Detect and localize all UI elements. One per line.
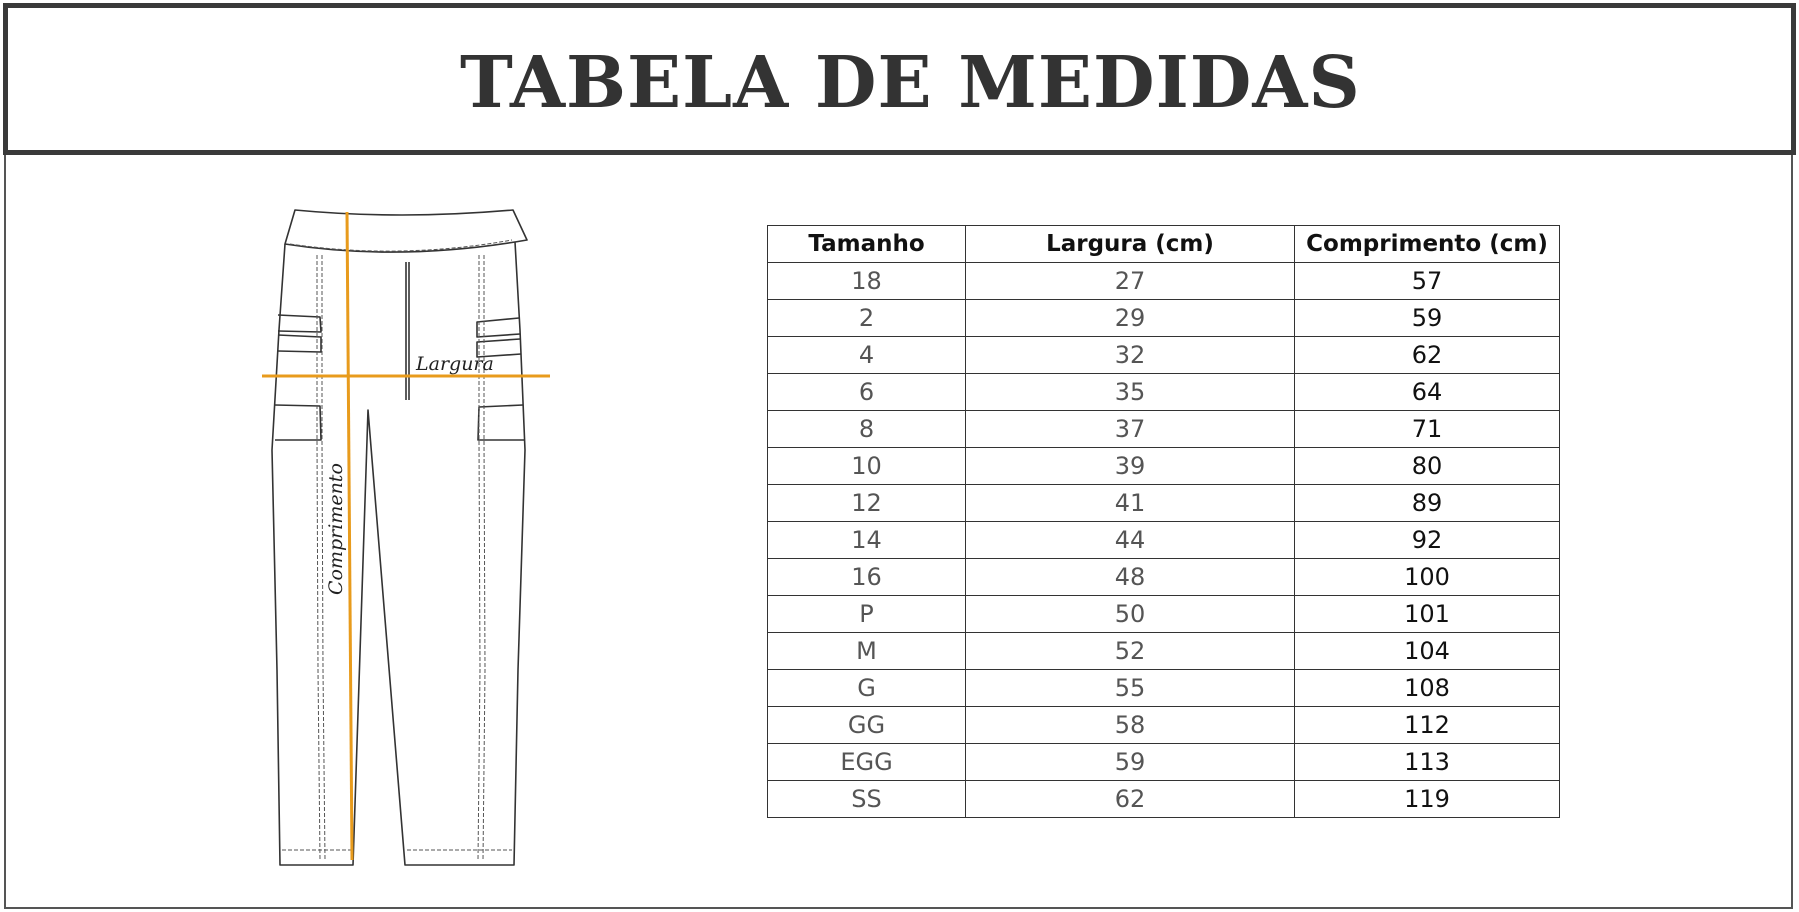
size-cell: 10 [768,448,966,485]
length-cell: 104 [1295,633,1560,670]
length-cell: 80 [1295,448,1560,485]
size-cell: 12 [768,485,966,522]
table-row [768,522,1560,559]
width-cell: 55 [966,670,1295,707]
width-cell: 58 [966,707,1295,744]
width-cell: 62 [966,781,1295,818]
header-size: Tamanho [768,226,966,263]
size-cell: 4 [768,337,966,374]
size-cell: 6 [768,374,966,411]
size-cell: 18 [768,263,966,300]
length-cell: 108 [1295,670,1560,707]
size-cell: SS [768,781,966,818]
width-cell: 52 [966,633,1295,670]
length-cell: 113 [1295,744,1560,781]
size-cell: P [768,596,966,633]
width-cell: 39 [966,448,1295,485]
width-cell: 35 [966,374,1295,411]
pants-diagram [250,200,570,870]
table-row [768,448,1560,485]
width-cell: 41 [966,485,1295,522]
length-cell: 92 [1295,522,1560,559]
width-cell: 32 [966,337,1295,374]
size-cell: 14 [768,522,966,559]
length-cell: 59 [1295,300,1560,337]
table-row [768,596,1560,633]
table-row [768,300,1560,337]
width-cell: 48 [966,559,1295,596]
length-cell: 62 [1295,337,1560,374]
length-cell: 100 [1295,559,1560,596]
width-label: Largura [416,353,494,375]
table-row [768,670,1560,707]
size-cell: 16 [768,559,966,596]
width-cell: 59 [966,744,1295,781]
page-title: TABELA DE MEDIDAS [460,40,1361,124]
length-cell: 71 [1295,411,1560,448]
length-measure-line [347,212,352,860]
table-row [768,633,1560,670]
table-row [768,559,1560,596]
size-cell: G [768,670,966,707]
pants-outline [272,242,525,865]
length-cell: 112 [1295,707,1560,744]
width-cell: 50 [966,596,1295,633]
table-row [768,337,1560,374]
length-cell: 119 [1295,781,1560,818]
pants-diagram-svg [250,200,570,870]
header-width: Largura (cm) [966,226,1295,263]
header [3,3,1796,155]
width-cell: 29 [966,300,1295,337]
size-cell: EGG [768,744,966,781]
length-label: Comprimento [325,463,347,595]
size-cell: 2 [768,300,966,337]
waistband-shape [285,210,527,252]
width-cell: 37 [966,411,1295,448]
size-cell: GG [768,707,966,744]
size-cell: M [768,633,966,670]
table-row [768,707,1560,744]
table-row [768,485,1560,522]
table-row [768,781,1560,818]
length-cell: 64 [1295,374,1560,411]
size-table [767,225,1560,818]
width-cell: 27 [966,263,1295,300]
size-cell: 8 [768,411,966,448]
table-row [768,374,1560,411]
header-length: Comprimento (cm) [1295,226,1560,263]
length-cell: 101 [1295,596,1560,633]
table-header-row [768,226,1560,263]
width-cell: 44 [966,522,1295,559]
table-row [768,263,1560,300]
table-row [768,411,1560,448]
table-row [768,744,1560,781]
length-cell: 57 [1295,263,1560,300]
length-cell: 89 [1295,485,1560,522]
